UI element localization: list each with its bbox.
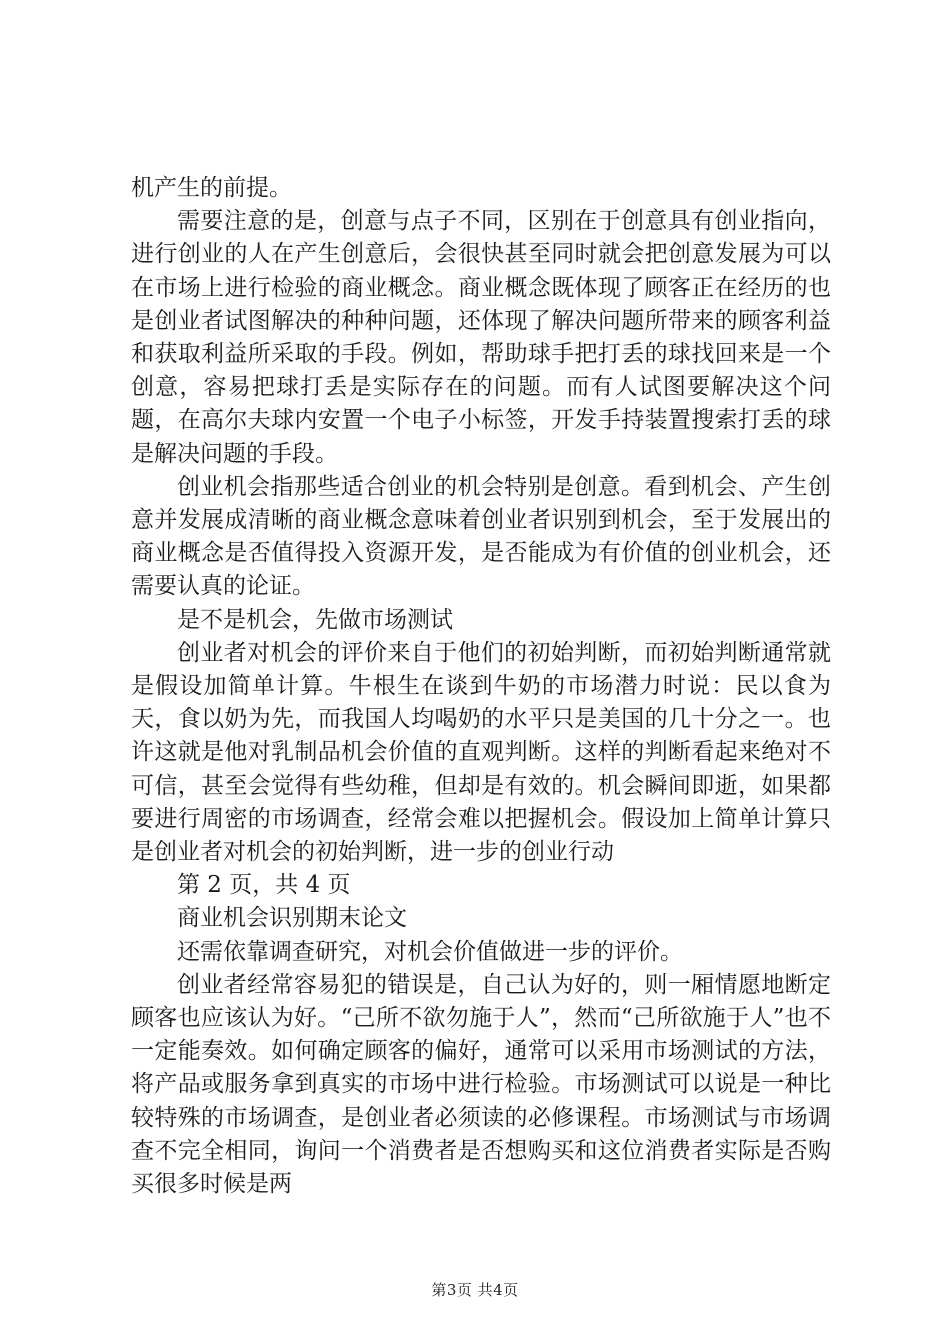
document-body <box>131 172 831 1201</box>
paragraph-continuation: 机产生的前提。 <box>131 175 292 201</box>
paragraph-creativity-vs-ideas: 需要注意的是，创意与点子不同，区别在于创意具有创业指向，进行创业的人在产生创意后，会很快甚至同时就会把创意发展为可以在市场上进行检验的商业概念。商业概念既体现了顾客正在经历的也是创业者试图解决的种种问题，还体现了解决问题所带来的顾客利益和获取利益所采取的手段。例如，帮助球手把打丢的球找回来是一个创意，容易把球打丢是实际存在的问题。而有人试图要解决这个问题，在高尔夫球内安置一个电子小标签，开发手持装置搜索打丢的球是解决问题的手段。 <box>131 208 831 467</box>
paragraph-further-evaluation: 还需依靠调查研究，对机会价值做进一步的评价。 <box>177 938 683 965</box>
inline-page-marker: 第 2 页，共 4 页 <box>177 872 351 899</box>
paragraph-entrepreneurial-opportunity: 创业机会指那些适合创业的机会特别是创意。看到机会、产生创意并发展成清晰的商业概念意味着创业者识别到机会，至于发展出的商业概念是否值得投入资源开发，是否能成为有价值的创业机会，还需要认真的论证。 <box>131 473 831 600</box>
paragraph-initial-judgment: 创业者对机会的评价来自于他们的初始判断，而初始判断通常就是假设加简单计算。牛根生在谈到牛奶的市场潜力时说：民以食为天，食以奶为先，而我国人均喝奶的水平只是美国的几十分之一。也许这就是他对乳制品机会价值的直观判断。这样的判断看起来绝对不可信，甚至会觉得有些幼稚，但却是有效的。机会瞬间即逝，如果都要进行周密的市场调查，经常会难以把握机会。假设加上简单计算只是创业者对机会的初始判断，进一步的创业行动 <box>131 639 831 866</box>
paragraph-common-mistakes: 创业者经常容易犯的错误是，自己认为好的，则一厢情愿地断定顾客也应该认为好。“己所不欲勿施于人”，然而“己所欲施于人”也不一定能奏效。如何确定顾客的偏好，通常可以采用市场测试的方法，将产品或服务拿到真实的市场中进行检验。市场测试可以说是一种比较特殊的市场调查，是创业者必须读的必修课程。市场测试与市场调查不完全相同，询问一个消费者是否想购买和这位消费者实际是否购买很多时候是两 <box>131 971 831 1198</box>
page-footer: 第3页 共4页 <box>431 1281 519 1299</box>
inline-running-title: 商业机会识别期末论文 <box>177 905 407 932</box>
section-heading-market-test: 是不是机会，先做市场测试 <box>177 606 453 633</box>
